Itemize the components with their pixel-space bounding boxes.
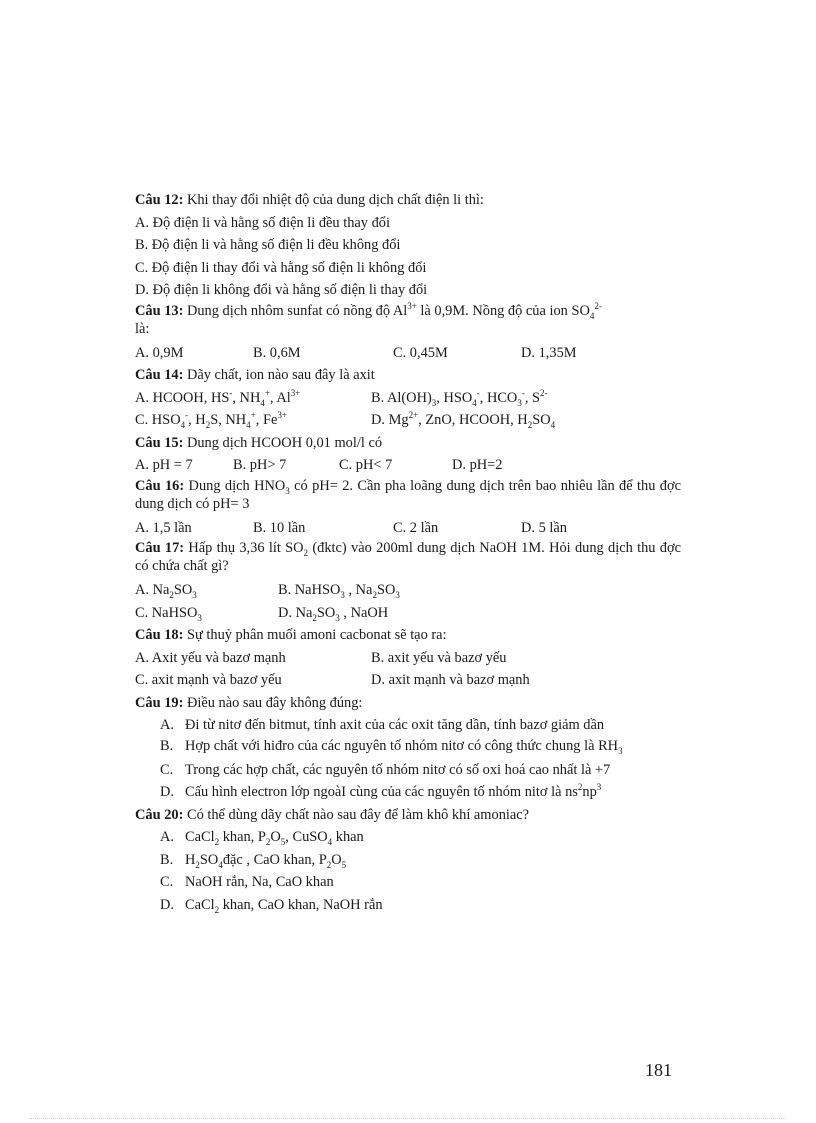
question-20	[135, 804, 681, 827]
options-row	[135, 579, 681, 602]
question-label: Câu 14:	[135, 367, 184, 383]
option-a: A. CaCl$_2$ khan, $P_2O_5$, CuSO$_4$ khan	[160, 829, 364, 847]
question-17: Câu 17: Hấp thụ 3,36 lít $SO_2$ (đktc) vào 200ml dung dịch NaOH 1M. Hỏi dung dịch thu đợc có chứa chất gì?	[135, 540, 681, 574]
question-text: Dung dịch HCOOH 0,01 mol/l có	[183, 434, 383, 451]
option-c: C. Độ điện li thay đổi và hằng số điện li không đổi	[135, 259, 427, 276]
question-label: Câu 12:	[135, 192, 184, 208]
option-d: D. $Mg^{2+}$, ZnO, HCOOH, $H_2SO_4$	[371, 410, 556, 430]
option-d: D. axit mạnh và bazơ mạnh	[371, 672, 530, 688]
option-c: C. 2 lần	[393, 519, 439, 536]
option-c: C. $HSO_4^-$, $H_2S$, $NH_4^+$, $Fe^{3+}$	[135, 410, 287, 430]
option-c: C. NaOH rắn, Na, CaO khan	[160, 874, 334, 890]
option-b: B. Độ điện li và hằng số điện li đều không đổi	[135, 237, 401, 253]
options-row	[135, 342, 681, 365]
option-c: C. Trong các hợp chất, các nguyên tố nhóm nitơ có số oxi hoá cao nhất là +7	[160, 761, 611, 778]
option-c: C. NaHSO$_3$	[135, 604, 202, 623]
question-label: Câu 20:	[135, 806, 184, 823]
question-text: Sự thuỷ phân muối amoni cacbonat sẽ tạo ra:	[183, 627, 447, 643]
option-d: D. CaCl$_2$ khan, CaO khan, NaOH rắn	[160, 896, 383, 915]
option-b: B. 0,6M	[253, 344, 301, 361]
option-a: A. Độ điện li và hằng số điện li đều thay đổi	[135, 214, 390, 231]
option-d: D. 5 lần	[521, 519, 567, 536]
option-a: A. pH = 7	[135, 457, 193, 473]
question-label: Câu 16:	[135, 477, 185, 494]
page-content	[135, 189, 681, 916]
question-text: Dãy chất, ion nào sau đây là axit	[183, 367, 375, 383]
question-19	[135, 692, 681, 715]
option-b: B. axit yếu và bazơ yếu	[371, 649, 507, 666]
options-row	[135, 647, 681, 670]
question-text: Khi thay đổi nhiệt độ của dung dịch chất điện li thì:	[183, 192, 484, 208]
question-label: Câu 19:	[135, 694, 184, 711]
option-b: B. NaHSO$_3$ , $Na_2SO_3$	[278, 582, 400, 600]
options-row	[135, 602, 681, 625]
option-a: A. $Na_2SO_3$	[135, 582, 197, 600]
question-12	[135, 189, 681, 212]
option-c: C. 0,45M	[393, 344, 448, 361]
options-row	[135, 387, 681, 410]
option-d: D. pH=2	[452, 457, 503, 473]
question-text: Có thể dùng dãy chất nào sau đây để làm khô khí amoniac?	[183, 806, 530, 823]
option-d: D. 1,35M	[521, 344, 577, 361]
option-b: B. Hợp chất với hiđro của các nguyên tố nhóm nitơ có công thức chung là $RH_3$	[160, 737, 623, 756]
question-label: Câu 17:	[135, 540, 185, 556]
question-15	[135, 432, 681, 455]
option-b: B. 10 lần	[253, 519, 306, 536]
question-13: Câu 13: Dung dịch nhôm sunfat có nồng độ $Al^{3+}$ là 0,9M. Nồng độ của ion $SO_4^{2-}$ là:	[135, 300, 602, 337]
question-16: Câu 16: Dung dịch $HNO_3$ có pH= 2. Cần pha loãng dung dịch trên bao nhiêu lần để thu đợc dung dịch có pH= 3	[135, 477, 681, 512]
question-label: Câu 18:	[135, 627, 184, 643]
question-14	[135, 364, 681, 387]
question-18	[135, 624, 681, 647]
question-label: Câu 15:	[135, 434, 184, 451]
options-row	[135, 669, 681, 692]
page-number: 181	[645, 1060, 672, 1080]
option-d: D. Độ điện li không đổi và hằng số điện li thay đổi	[135, 282, 428, 298]
question-label: Câu 13:	[135, 302, 184, 319]
footer-divider	[30, 1118, 786, 1119]
option-a: A. 0,9M	[135, 344, 184, 361]
option-a: A. Đi từ nitơ đến bitmut, tính axit của các oxit tăng dần, tính bazơ giảm dần	[160, 717, 605, 733]
option-a: A. HCOOH, HS-, $NH_4^+$, $Al^{3+}$	[135, 387, 301, 408]
option-a: A. Axit yếu và bazơ mạnh	[135, 649, 286, 666]
options-row	[135, 517, 681, 540]
option-d: D. $Na_2SO_3$ , NaOH	[278, 604, 389, 623]
option-c: C. pH< 7	[339, 457, 393, 473]
option-b: B. pH> 7	[233, 457, 287, 473]
option-a: A. 1,5 lần	[135, 519, 192, 536]
option-c: C. axit mạnh và bazơ yếu	[135, 672, 282, 688]
option-b: B. $Al(OH)_3$, $HSO_4^-$, $HCO_3^-$, $S^{2-}$	[371, 387, 548, 408]
options-row	[135, 409, 681, 432]
question-text: Điều nào sau đây không đúng:	[183, 694, 363, 711]
option-b: B. $H_2SO_4đặc$ , CaO khan, $P_2O_5$	[160, 851, 347, 870]
option-d: D. Cấu hình electron lớp ngoàI cùng của các nguyên tố nhóm nitơ là $ns^2np^3$	[160, 782, 602, 800]
options-row	[135, 454, 681, 477]
